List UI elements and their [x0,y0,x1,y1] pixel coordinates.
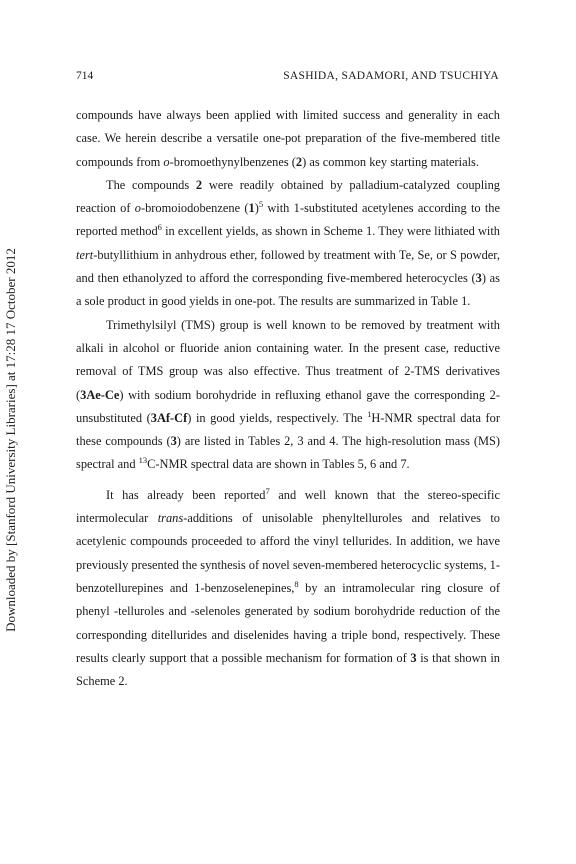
download-watermark [3,240,19,640]
page-header [76,70,499,88]
paragraph-p4: It has already been reported$^7$ and well known that the stereo-specific intermolecular trans-additions of unisolable phenyltelluroles and relatives to acetylenic compounds proceeded to afford the vinyl tellurides. In addition, we have previously presented the synthesis of novel seven-membered heterocyclic systems, 1-benzotellurepines and 1-benzoselenepines,$^8$ by an intramolecular ring closure of phenyl -telluroles and -selenoles generated by sodium borohydride reduction of the corresponding ditellurides and diselenides having a triple bond, respectively. These results clearly support that a possible mechanism for formation of 3 is that shown in Scheme 2. [76,485,500,689]
paragraph-p3: Trimethylsilyl (TMS) group is well known to be removed by treatment with alkali in alcohol or fluoride anion containing water. In the present case, reductive removal of TMS group was also effective. Thus treatment of 2-TMS derivatives (3Ae-Ce) with sodium borohydride in refluxing ethanol gave the corresponding 2-unsubstituted (3Af-Cf) in good yields, respectively. The $^1$H-NMR spectral data for these compounds (3) are listed in Tables 2, 3 and 4. The high-resolution mass (MS) spectral and $^{13}$C-NMR spectral data are shown in Tables 5, 6 and 7. [76,317,500,472]
paragraph-p2: The compounds 2 were readily obtained by palladium-catalyzed coupling reaction of o-bromoiodobenzene $(1)^5$ with 1-substituted acetylenes according to the reported method$^6$ in excellent yields, as shown in Scheme 1. They were lithiated with tert-butyllithium in anhydrous ether, followed by treatment with Te, Se, or S powder, and then ethanolyzed to afford the corresponding five-membered heterocycles (3) as a sole product in good yields in one-pot. The results are summarized in Table 1. [76,177,501,309]
running-head: SASHIDA, SADAMORI, AND TSUCHIYA [283,70,499,82]
paragraph-p1: compounds have always been applied with limited success and generality in each case. We herein describe a versatile one-pot preparation of the five-membered title compounds from o-bromoethynylbenzenes (2) as common key starting materials. [76,108,500,169]
page-number: 714 [76,70,94,82]
download-watermark-text: Downloaded by [Stanford University Libraries] at 17:28 17 October 2012 [3,248,18,632]
article-body [76,104,500,693]
